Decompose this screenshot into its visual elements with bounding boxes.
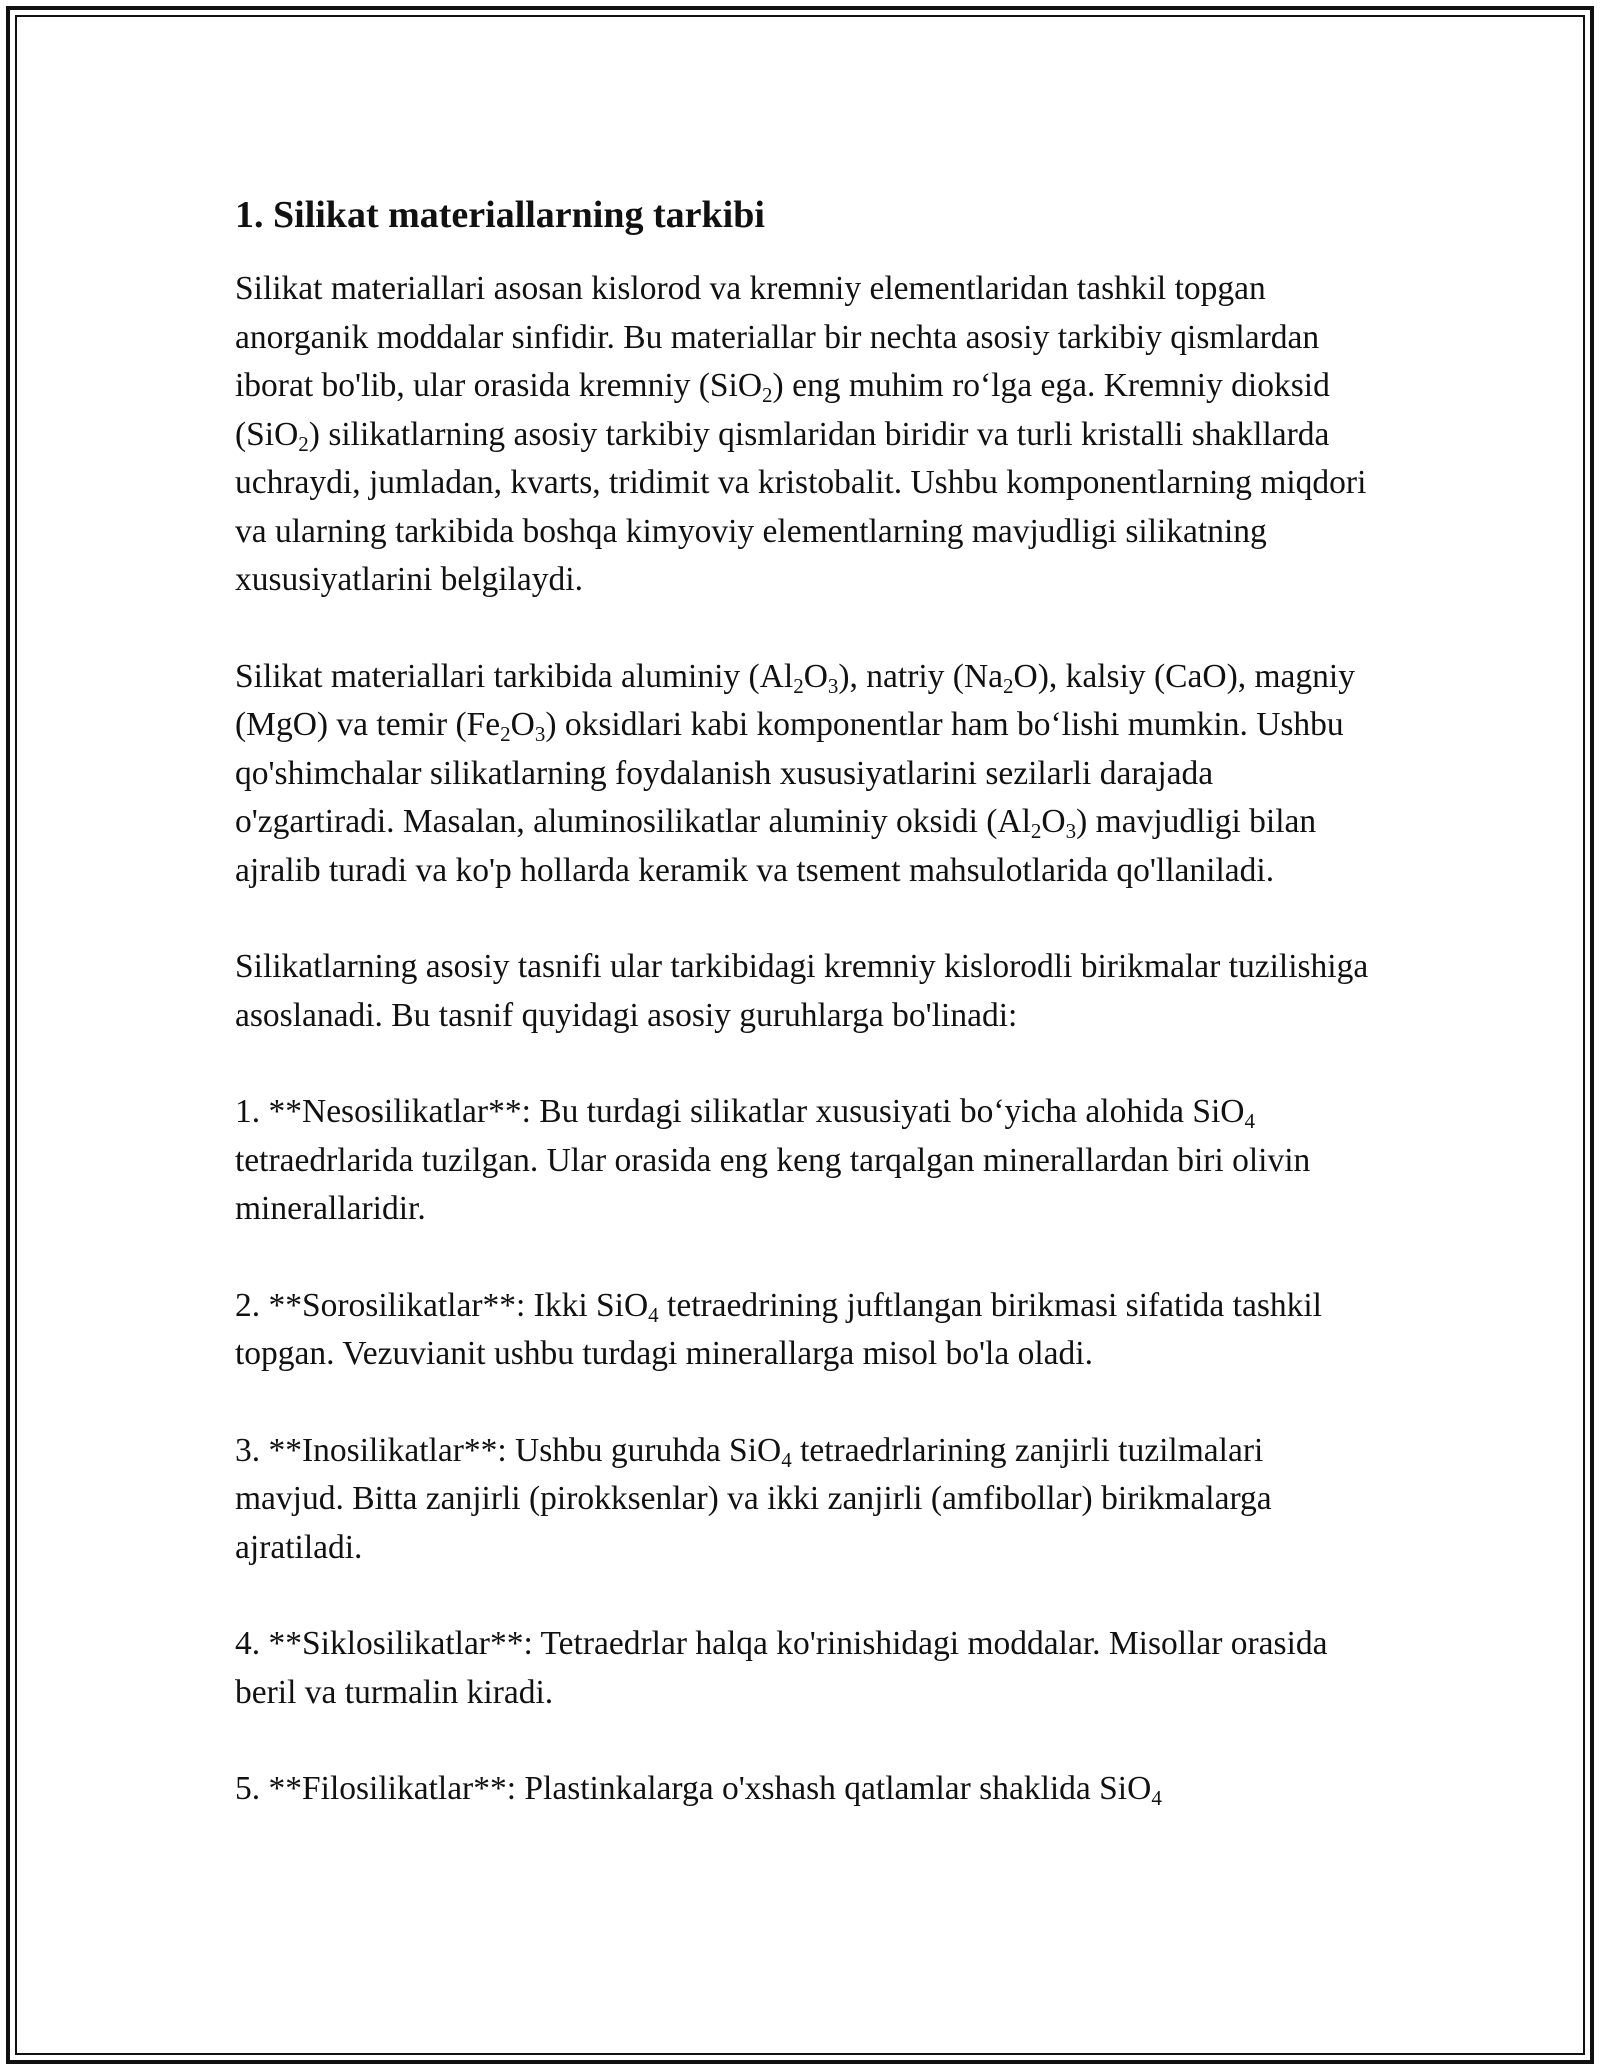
section-heading: 1. Silikat materiallarning tarkibi xyxy=(235,194,765,236)
paragraph-oxides-text-7: O xyxy=(1041,803,1066,840)
paragraph-oxides-text-4: O), kalsiy (CaO), magniy (MgO) va temir (Fe xyxy=(235,657,1355,743)
paragraph-oxides-text-2: O xyxy=(803,657,828,695)
list-item-cyclosilicates: 4. **Siklosilikatlar**: Tetraedrlar halqa ko'rinishidagi moddalar. Misollar orasida beril va turmalin kiradi. xyxy=(235,1625,1328,1711)
list-item-text-1: 5. **Filosilikatlar**: Plastinkalarga o'xshash qatlamlar shaklida SiO xyxy=(235,1770,1152,1807)
subscript: 4 xyxy=(1151,1786,1162,1810)
subscript: 4 xyxy=(648,1302,659,1327)
list-item-text-2: tetraedrining juftlangan birikmasi sifatida tashkil topgan. Vezuvianit ushbu turdagi minerallarga misol bo'la oladi. xyxy=(235,1286,1322,1372)
subscript: 2 xyxy=(762,383,773,407)
subscript: 3 xyxy=(1065,819,1077,843)
paragraph-oxides xyxy=(235,653,1375,896)
list-item-text-1: 1. **Nesosilikatlar**: Bu turdagi silikatlar xususiyati bo‘yicha alohida SiO xyxy=(235,1093,1245,1130)
list-item-text-1: 2. **Sorosilikatlar**: Ikki SiO xyxy=(235,1286,649,1324)
paragraph-intro xyxy=(235,265,1375,605)
paragraph-intro-text-2: ) eng muhim ro‘lga ega. Kremniy dioksid (SiO xyxy=(235,367,1330,453)
paragraph-oxides-text-5: O xyxy=(510,706,535,743)
paragraph-classification: Silikatlarning asosiy tasnifi ular tarkibidagi kremniy kislorodli birikmalar tuzilishiga asoslanadi. Bu tasnif quyidagi asosiy guruhlarga bo'linadi: xyxy=(235,948,1369,1034)
paragraph-oxides-text-1: Silikat materiallari tarkibida aluminiy (Al xyxy=(235,657,794,695)
subscript: 2 xyxy=(793,673,804,698)
list-item-text-2: tetraedrlarida tuzilgan. Ular orasida eng keng tarqalgan minerallardan biri olivin minerallaridir. xyxy=(235,1141,1311,1227)
paragraph-intro-text-3: ) silikatlarning asosiy tarkibiy qismlaridan biridir va turli kristalli shakllarda uchraydi, jumladan, kvarts, tridimit va kristobalit. Ushbu komponentlarning miqdori va ularning tarkibida boshqa kimyoviy elementlarning mavjudligi silikatning xususiyatlarini belgilaydi. xyxy=(235,415,1367,598)
subscript: 2 xyxy=(298,431,309,456)
list-item-text-2: tetraedrlarining zanjirli tuzilmalari mavjud. Bitta zanjirli (pirokksenlar) va ikki zanjirli (amfibollar) birikmalarga ajratiladi. xyxy=(235,1431,1272,1566)
list-item-nesosilicates xyxy=(235,1088,1375,1234)
subscript: 2 xyxy=(1030,819,1042,843)
paragraph-oxides-text-8: ) mavjudligi bilan ajralib turadi va ko'p hollarda keramik va tsement mahsulotlarida qo'llaniladi. xyxy=(235,803,1317,889)
paragraph-oxides-text-3: ), natriy (Na xyxy=(838,657,1004,695)
list-item-phyllosilicates xyxy=(235,1765,1375,1814)
subscript: 4 xyxy=(1244,1109,1255,1133)
subscript: 2 xyxy=(500,722,511,746)
subscript: 2 xyxy=(1003,673,1014,698)
document-body xyxy=(235,190,1375,1862)
paragraph-oxides-text-6: ) oksidlari kabi komponentlar ham bo‘lishi mumkin. Ushbu qo'shimchalar silikatlarning foydalanish xususiyatlarini sezilarli darajada o'zgartiradi. Masalan, aluminosilikatlar aluminiy oksidi (Al xyxy=(235,706,1344,840)
subscript: 3 xyxy=(534,722,546,746)
subscript: 3 xyxy=(827,673,839,698)
list-item-inosilicates xyxy=(235,1427,1375,1573)
list-item-text-1: 3. **Inosilikatlar**: Ushbu guruhda SiO xyxy=(235,1431,782,1469)
paragraph-intro-text-1: Silikat materiallari asosan kislorod va kremniy elementlaridan tashkil topgan anorganik moddalar sinfidir. Bu materiallar bir nechta asosiy tarkibiy qismlardan iborat bo'lib, ular orasida kremniy (SiO xyxy=(235,270,1320,404)
subscript: 4 xyxy=(781,1447,792,1472)
list-item-sorosilicates xyxy=(235,1282,1375,1379)
